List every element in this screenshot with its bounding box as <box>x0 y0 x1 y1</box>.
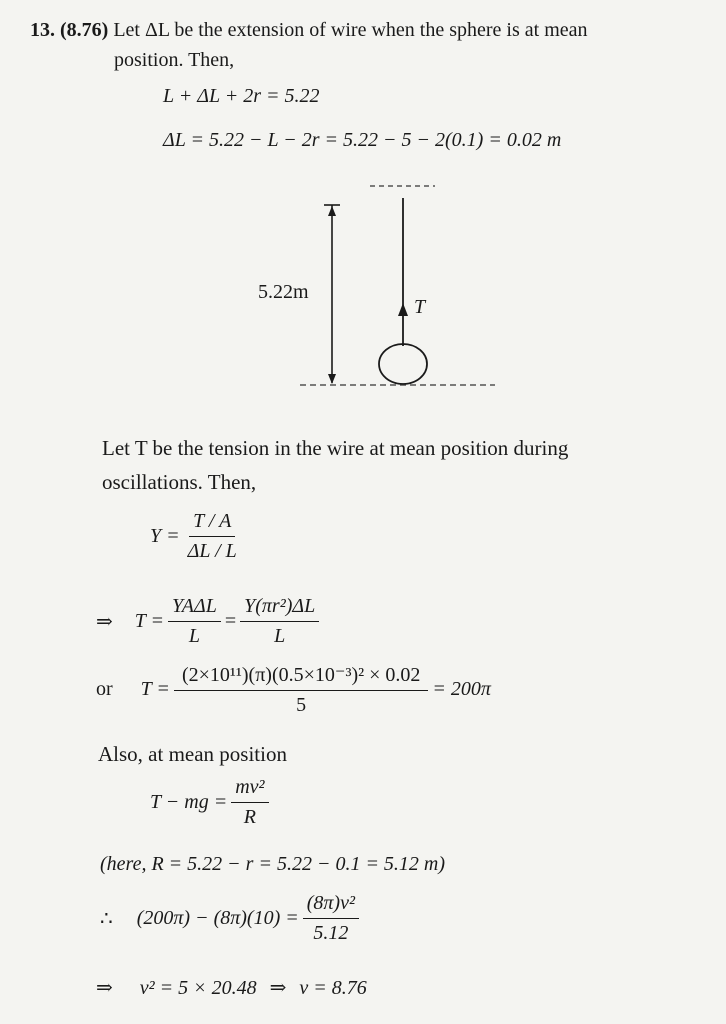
implies-arrow-1: ⇒ <box>96 611 113 633</box>
newton-lhs: T − mg = <box>150 791 228 813</box>
young-lhs: Y = <box>150 525 180 547</box>
tension-denominator-1: L <box>188 625 200 647</box>
intro-line-1: Let ΔL be the extension of wire when the sphere is at mean <box>113 19 588 41</box>
tension-fraction-1 <box>168 595 221 648</box>
tension-text-1: Let T be the tension in the wire at mean position during <box>102 436 569 460</box>
therefore-equation <box>100 892 363 945</box>
tension-value-numerator: (2×10¹¹)(π)(0.5×10⁻³)² × 0.02 <box>174 662 428 691</box>
pendulum-diagram <box>258 178 520 403</box>
newton-numerator: mv² <box>231 776 268 803</box>
equation-extension: ΔL = 5.22 − L − 2r = 5.22 − 5 − 2(0.1) = 0.02 m <box>163 129 562 151</box>
implies-arrow-2: ⇒ <box>96 977 113 999</box>
therefore-fraction <box>303 892 359 945</box>
tension-equals: = <box>224 610 237 632</box>
tension-numerator-2: Y(πr²)ΔL <box>240 595 319 622</box>
newton-fraction <box>231 776 268 829</box>
tension-value-fraction <box>174 662 428 717</box>
tension-value <box>96 662 491 717</box>
therefore-numerator: (8π)v² <box>303 892 359 919</box>
final-result <box>96 976 367 1000</box>
tension-expression <box>96 595 323 648</box>
dimension-up-arrow-icon <box>328 206 336 216</box>
newton-equation <box>150 776 273 829</box>
tension-arrow-icon <box>398 303 408 316</box>
mean-position-text: Also, at mean position <box>98 742 287 766</box>
youngs-modulus-equation <box>150 510 245 563</box>
final-expression-2: v = 8.76 <box>299 977 367 999</box>
problem-answer: (8.76) <box>60 19 109 41</box>
tension-label: T <box>414 296 426 318</box>
implies-arrow-3: ⇒ <box>269 977 287 999</box>
young-numerator: T / A <box>189 510 235 537</box>
young-fraction <box>184 510 241 563</box>
radius-note: (here, R = 5.22 − r = 5.22 − 0.1 = 5.12 m) <box>100 853 446 875</box>
tension-numerator-1: YAΔL <box>168 595 221 622</box>
equation-length-sum: L + ΔL + 2r = 5.22 <box>163 85 320 107</box>
therefore-lhs: (200π) − (8π)(10) = <box>136 907 299 929</box>
dimension-down-arrow-icon <box>328 374 336 384</box>
newton-denominator: R <box>243 806 256 828</box>
young-denominator: ΔL / L <box>187 540 237 562</box>
final-expression-1: v² = 5 × 20.48 <box>139 977 257 999</box>
therefore-denominator: 5.12 <box>313 922 349 944</box>
or-prefix: or <box>96 678 113 700</box>
tension-value-result: = 200π <box>432 678 491 700</box>
tension-denominator-2: L <box>274 625 286 647</box>
tension-lhs: T = <box>134 610 165 632</box>
length-label: 5.22m <box>258 281 309 303</box>
tension-value-lhs: T = <box>140 678 170 700</box>
therefore-icon: ∴ <box>100 908 113 930</box>
tension-value-denominator: 5 <box>296 694 307 716</box>
problem-header <box>30 18 588 42</box>
problem-number: 13. <box>30 19 55 41</box>
tension-text-2: oscillations. Then, <box>102 470 257 494</box>
intro-line-2: position. Then, <box>114 49 235 71</box>
sphere <box>379 344 427 384</box>
tension-fraction-2 <box>240 595 319 648</box>
